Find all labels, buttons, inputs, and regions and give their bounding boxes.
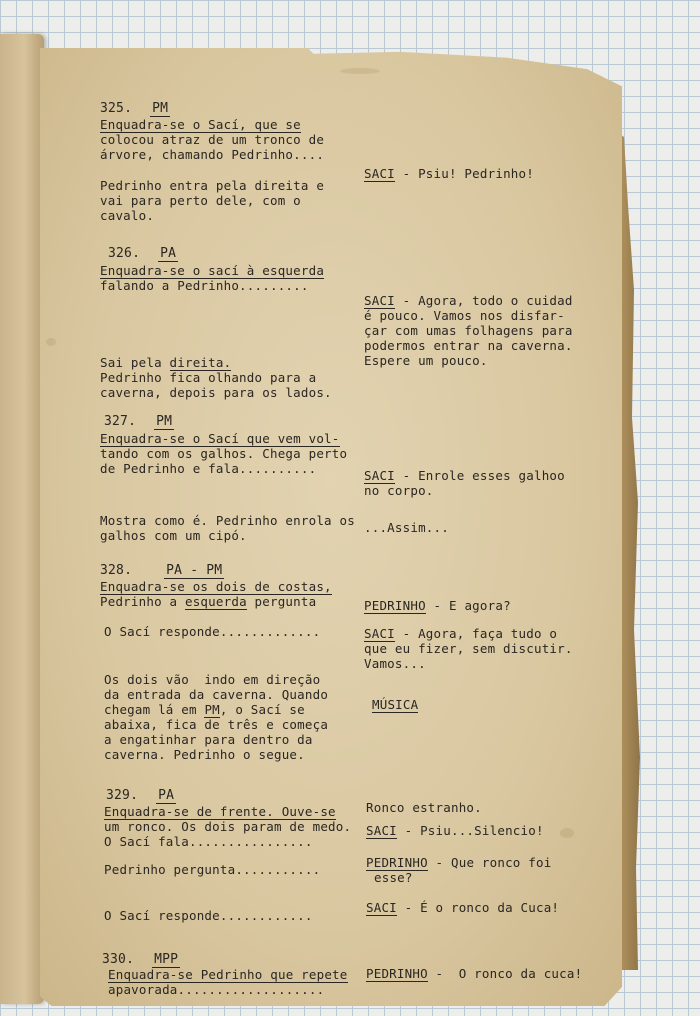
scene-325-line-3: árvore, chamando Pedrinho....	[100, 147, 325, 162]
left-page-edge	[0, 34, 44, 1004]
scene-328-line-5: da entrada da caverna. Quando	[104, 687, 329, 702]
scene-325-line-2: colocou atraz de um tronco de	[100, 132, 325, 147]
scene-326-dialogue-3: çar com umas folhagens para	[364, 323, 573, 338]
scene-327-line-3: de Pedrinho e fala..........	[100, 461, 317, 476]
scene-328-dialogue-1: PEDRINHO - E agora?	[364, 598, 511, 613]
scene-328-line-1: Enquadra-se os dois de costas,	[100, 579, 332, 594]
scene-328-line-9: caverna. Pedrinho o segue.	[104, 747, 305, 762]
scene-329-dialogue-4: SACI - É o ronco da Cuca!	[366, 900, 560, 915]
scene-328-line-3: O Sací responde.............	[104, 624, 321, 639]
scene-329-dialogue-3: esse?	[374, 870, 413, 885]
scene-number-328: 328. PA - PM	[100, 563, 223, 578]
scene-326-dialogue-1: SACI - Agora, todo o cuidad	[364, 293, 573, 308]
scene-328-line-6: chegam lá em PM, o Sací se	[104, 702, 305, 717]
scene-326-line-4: Pedrinho fica olhando para a	[100, 370, 317, 385]
scene-325-line-4: Pedrinho entra pela direita e	[100, 178, 325, 193]
scene-327-dialogue-3: ...Assim...	[364, 520, 449, 535]
scene-number-327: 327. PM	[104, 414, 173, 429]
scene-328-dialogue-4: Vamos...	[364, 656, 426, 671]
scene-328-line-8: a engatinhar para dentro da	[104, 732, 313, 747]
scene-328-dialogue-3: que eu fizer, sem discutir.	[364, 641, 573, 656]
scene-328-music-cue: MÚSICA	[372, 697, 419, 712]
scene-326-line-5: caverna, depois para os lados.	[100, 385, 332, 400]
scene-329-dialogue-1: SACI - Psiu...Silencio!	[366, 823, 544, 838]
scene-number-329: 329. PA	[106, 788, 175, 803]
paper-stain	[46, 338, 56, 346]
scene-326-dialogue-2: é pouco. Vamos nos disfar-	[364, 308, 565, 323]
scene-328-dialogue-2: SACI - Agora, faça tudo o	[364, 626, 558, 641]
scene-329-sound: Ronco estranho.	[366, 800, 482, 815]
scene-326-line-1: Enquadra-se o sací à esquerda	[100, 263, 325, 278]
scene-325-line-5: vai para perto dele, com o	[100, 193, 301, 208]
scene-327-line-2: tando com os galhos. Chega perto	[100, 446, 348, 461]
scene-327-dialogue-2: no corpo.	[364, 483, 434, 498]
scene-325-line-6: cavalo.	[100, 208, 155, 223]
scene-329-line-4: Pedrinho pergunta...........	[104, 862, 321, 877]
scene-329-line-5: O Sací responde............	[104, 908, 313, 923]
scene-328-line-4: Os dois vão indo em direção	[104, 672, 321, 687]
scene-326-dialogue-5: Espere um pouco.	[364, 353, 488, 368]
paper-stain	[560, 828, 574, 838]
scene-326-dialogue-4: podermos entrar na caverna.	[364, 338, 573, 353]
scene-327-line-5: galhos com um cipó.	[100, 528, 247, 543]
scene-number-325: 325. PM	[100, 101, 169, 116]
scene-328-line-2: Pedrinho a esquerda pergunta	[100, 594, 317, 609]
paper-stain	[340, 68, 380, 74]
scene-328-line-7: abaixa, fica de três e começa	[104, 717, 329, 732]
scene-326-line-2: falando a Pedrinho.........	[100, 278, 309, 293]
scene-326-line-3: Sai pela direita.	[100, 355, 232, 370]
scene-330-line-1: Enquadra-se Pedrinho que repete	[108, 967, 348, 982]
scene-329-line-1: Enquadra-se de frente. Ouve-se	[104, 804, 336, 819]
scene-325-line-1: Enquadra-se o Sací, que se	[100, 117, 301, 132]
scene-330-dialogue-1: PEDRINHO - O ronco da cuca!	[366, 966, 583, 981]
scene-329-line-2: um ronco. Os dois param de medo.	[104, 819, 352, 834]
scene-327-line-4: Mostra como é. Pedrinho enrola os	[100, 513, 355, 528]
scene-329-line-3: O Sací fala................	[104, 834, 313, 849]
scene-327-line-1: Enquadra-se o Sací que vem vol-	[100, 431, 340, 446]
scene-327-dialogue-1: SACI - Enrole esses galhoo	[364, 468, 565, 483]
scene-number-330: 330. MPP	[102, 952, 179, 967]
scene-329-dialogue-2: PEDRINHO - Que ronco foi	[366, 855, 552, 870]
scene-number-326: 326. PA	[108, 246, 177, 261]
scene-325-dialogue-1: SACI - Psiu! Pedrinho!	[364, 166, 534, 181]
scene-330-line-2: apavorada...................	[108, 982, 325, 997]
